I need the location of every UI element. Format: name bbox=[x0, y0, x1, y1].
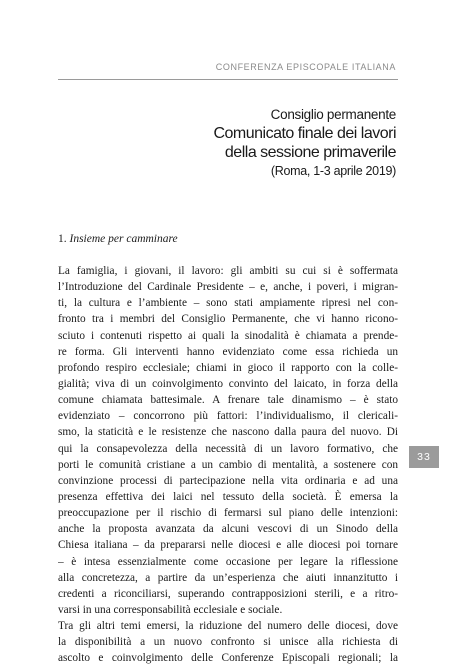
text-line: la disponibilità a un nuovo confronto si unisce alla richiesta di bbox=[58, 636, 398, 649]
title-block bbox=[213, 106, 396, 180]
communique-title-line-1: Comunicato finale dei lavori bbox=[213, 125, 396, 142]
text-line: presenza effettiva dei laici nel tessuto della società. È emersa la bbox=[58, 490, 398, 503]
text-line: gialità; viva di un coinvolgimento convinto del laicato, in forza della bbox=[58, 377, 398, 390]
text-line: ascolto e coinvolgimento delle Conferenze Episcopali regionali; la bbox=[58, 652, 398, 665]
text-line: credenti a riconciliarsi, superando contrapposizioni sterili, e a ritro- bbox=[58, 587, 398, 600]
section-heading bbox=[58, 233, 178, 245]
body-text bbox=[58, 263, 398, 667]
text-line: Tra gli altri temi emersi, la riduzione del numero delle diocesi, dove bbox=[58, 620, 398, 633]
text-line: preoccupazione per il rischio di fermarsi sul piano delle intenzioni: bbox=[58, 507, 398, 520]
section-number: 1. bbox=[58, 233, 67, 245]
text-line: porti le comunità cristiane a un cambio di mentalità, a sostenere con bbox=[58, 458, 398, 471]
text-line: profondo respiro ecclesiale; chiami in gioco il rapporto con la colle- bbox=[58, 361, 398, 374]
text-line: alla concretezza, a partire da un’esperienza che aiuti innanzitutto i bbox=[58, 571, 398, 584]
paragraph-1 bbox=[58, 263, 398, 618]
session-date: (Roma, 1-3 aprile 2019) bbox=[270, 164, 396, 178]
page-number-tab: 33 bbox=[409, 446, 439, 468]
text-line: Chiesa italiana – da prepararsi nelle diocesi e alle diocesi poi tornare bbox=[58, 539, 398, 552]
text-line: qui la consapevolezza della necessità di un lavoro formativo, che bbox=[58, 442, 398, 455]
section-title: Insieme per camminare bbox=[69, 233, 178, 245]
text-line: l’Introduzione del Cardinale Presidente – e, anche, i poveri, i migran- bbox=[58, 281, 398, 294]
text-line: varsi in una corresponsabilità ecclesiale e sociale. bbox=[58, 603, 283, 616]
paragraph-2 bbox=[58, 618, 398, 666]
text-line: evidenziato – concorrono più fattori: l’individualismo, il clericali- bbox=[58, 410, 398, 423]
text-line: convinzione processi di partecipazione nella vita ordinaria e ad una bbox=[58, 474, 398, 487]
text-line: anche la proposta avanzata da alcuni vescovi di un Sinodo della bbox=[58, 523, 398, 536]
text-line: sciuto i contenuti rispetto ai quali la sinodalità è chiamata a prende- bbox=[58, 329, 398, 342]
text-line: comune chiamata battesimale. A frenare tale dinamismo – è stato bbox=[58, 394, 398, 407]
text-line: fronto tra i membri del Consiglio Permanente, che vi hanno ricono- bbox=[58, 313, 398, 326]
communique-title-line-2: della sessione primaverile bbox=[224, 144, 396, 161]
running-head: CONFERENZA EPISCOPALE ITALIANA bbox=[215, 62, 396, 72]
text-line: La famiglia, i giovani, il lavoro: gli ambiti su cui si è soffermata bbox=[58, 265, 398, 277]
text-line: ti, la cultura e l’ambiente – sono stati ampiamente ripresi nel con- bbox=[58, 297, 398, 310]
text-line: – è intesa essenzialmente come occasione per legare la riflessione bbox=[58, 555, 398, 568]
council-title: Consiglio permanente bbox=[270, 107, 396, 122]
text-line: smo, la staticità e le resistenze che nascono dalla paura del nuovo. Di bbox=[58, 426, 398, 439]
header-rule bbox=[58, 79, 398, 80]
text-line: re forma. Gli interventi hanno evidenziato come essa richieda un bbox=[58, 345, 398, 358]
